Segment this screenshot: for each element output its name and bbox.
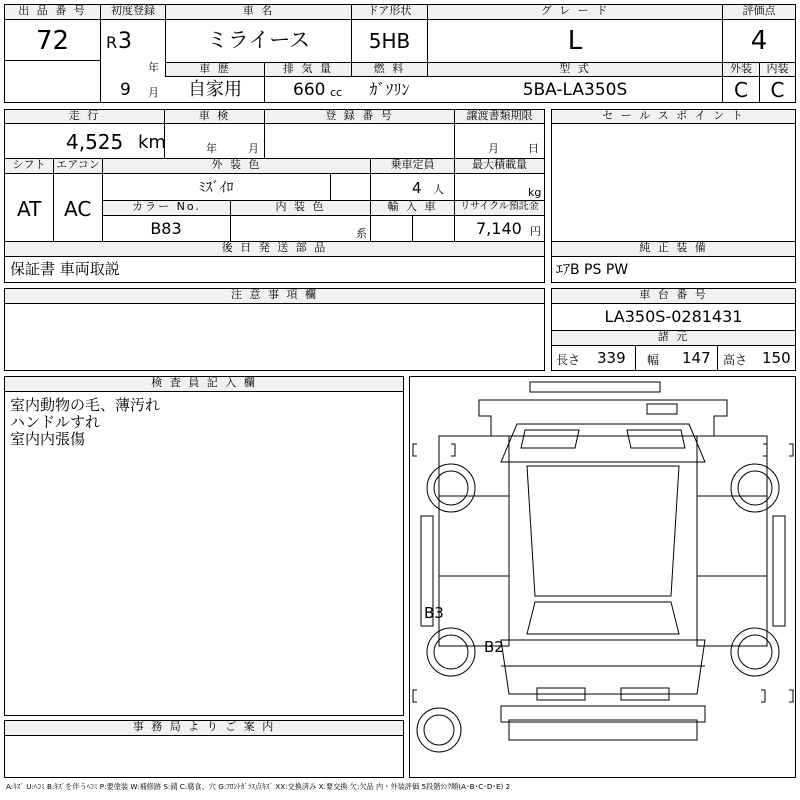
recycle-label: リサイクル預託金	[454, 200, 545, 216]
ac: AC	[64, 197, 92, 221]
capacity-label: 乗車定員	[370, 158, 455, 174]
shift: AT	[17, 197, 42, 221]
sales-point-label: セ ー ル ス ポ イ ン ト	[551, 109, 796, 124]
fuel: ｶﾞｿﾘﾝ	[369, 80, 410, 99]
int-color-label: 内 装 色	[230, 200, 371, 216]
legend: A:ｷｽﾞ U:ﾍｺﾐ B:ｷｽﾞを伴うﾍｺﾐ P:要塗装 W:補修跡 S:錆 C:腐食、穴 G:ﾌﾛﾝﾄｶﾞﾗｽ点ｷｽﾞ XX:交換済み X:要交換 欠:欠品 内・外装評価 5段階ﾗﾝｸ順(A･B･C･D･E) 2	[6, 782, 511, 791]
displacement-label: 排 気 量	[264, 62, 352, 77]
model-label: 型 式	[427, 62, 723, 77]
ext-color-label: 外 装 色	[102, 158, 371, 174]
year-unit: 年	[148, 61, 159, 74]
score: 4	[750, 26, 768, 56]
mark-b2: B2	[484, 638, 504, 656]
dims-label: 諸 元	[551, 330, 796, 346]
chassis-number: LA350S-0281431	[604, 307, 743, 326]
color-no: B83	[150, 219, 182, 238]
kg-unit: kg	[528, 186, 542, 199]
history-label: 車 歴	[165, 62, 265, 77]
inspection-month-unit: 月	[248, 142, 259, 155]
score-label: 評価点	[722, 4, 796, 20]
km-unit: km	[138, 132, 166, 153]
capacity: 4	[412, 179, 422, 197]
office-label: 事 務 局 よ り ご 案 内	[4, 720, 404, 736]
car-name-label: 車 名	[165, 4, 352, 20]
lot-number: 72	[35, 26, 70, 56]
car-name: ミライース	[206, 28, 311, 52]
mileage-label: 走 行	[4, 109, 165, 124]
first-reg-label: 初度登録	[100, 4, 166, 20]
length-label: 長さ	[556, 353, 581, 367]
mark-b3: B3	[424, 604, 444, 622]
length: 339	[597, 349, 626, 367]
interior-grade: C	[770, 78, 785, 102]
transfer-label: 譲渡書類期限	[454, 109, 545, 124]
later-parts-value: 保証書 車両取説	[10, 260, 120, 278]
exterior-grade: C	[734, 78, 748, 102]
import-label: 輸 入 車	[370, 200, 455, 216]
capacity-unit: 人	[433, 183, 444, 196]
reg-no-label: 登 録 番 号	[264, 109, 455, 124]
exterior-label: 外装	[722, 62, 760, 77]
chassis-label: 車 台 番 号	[551, 288, 796, 304]
height: 150	[762, 349, 791, 367]
month-unit: 月	[148, 86, 159, 99]
equipment-value: ｴｱB PS PW	[556, 262, 629, 278]
transfer-month-unit: 月	[488, 142, 499, 155]
ac-label: エアコン	[53, 158, 103, 174]
era-mark: R	[106, 33, 118, 52]
lot-label: 出 品 番 号	[4, 4, 101, 20]
ext-color: ﾐｽﾞｲﾛ	[198, 180, 234, 196]
recycle: 7,140	[476, 219, 522, 238]
inspection-year-unit: 年	[206, 142, 217, 155]
grade: L	[567, 26, 583, 56]
door-label: ドア形状	[351, 4, 428, 20]
int-color-unit: 系	[356, 227, 367, 240]
yen-unit: 円	[530, 225, 541, 238]
max-load-label: 最大積載量	[454, 158, 545, 174]
model: 5BA-LA350S	[522, 80, 628, 100]
inspector-line: 室内内張傷	[10, 430, 86, 448]
color-no-label: カラー No.	[102, 200, 231, 216]
later-parts-label: 後 日 発 送 部 品	[4, 241, 545, 257]
width-label: 幅	[647, 353, 660, 367]
notes-label: 注 意 事 項 欄	[4, 288, 545, 304]
inspector-label: 検 査 員 記 入 欄	[4, 376, 404, 392]
grade-label: グ レ ー ド	[427, 4, 723, 20]
cc-unit: cc	[330, 86, 343, 99]
door-type: 5HB	[368, 29, 411, 53]
inspector-line: ハンドルすれ	[10, 413, 101, 431]
month: 9	[120, 80, 131, 100]
inspector-line: 室内動物の毛、薄汚れ	[10, 396, 161, 414]
mileage: 4,525	[66, 130, 124, 154]
interior-label: 内装	[759, 62, 796, 77]
equipment-label: 純 正 装 備	[551, 241, 796, 257]
transfer-day-unit: 日	[528, 142, 539, 155]
fuel-label: 燃 料	[351, 62, 428, 77]
width: 147	[682, 349, 711, 367]
era-year: 3	[118, 29, 132, 54]
car-diagram	[409, 376, 796, 778]
height-label: 高さ	[723, 353, 748, 367]
shift-label: シフト	[4, 158, 54, 174]
inspection-label: 車 検	[164, 109, 265, 124]
displacement: 660	[293, 80, 326, 100]
history: 自家用	[188, 79, 242, 100]
